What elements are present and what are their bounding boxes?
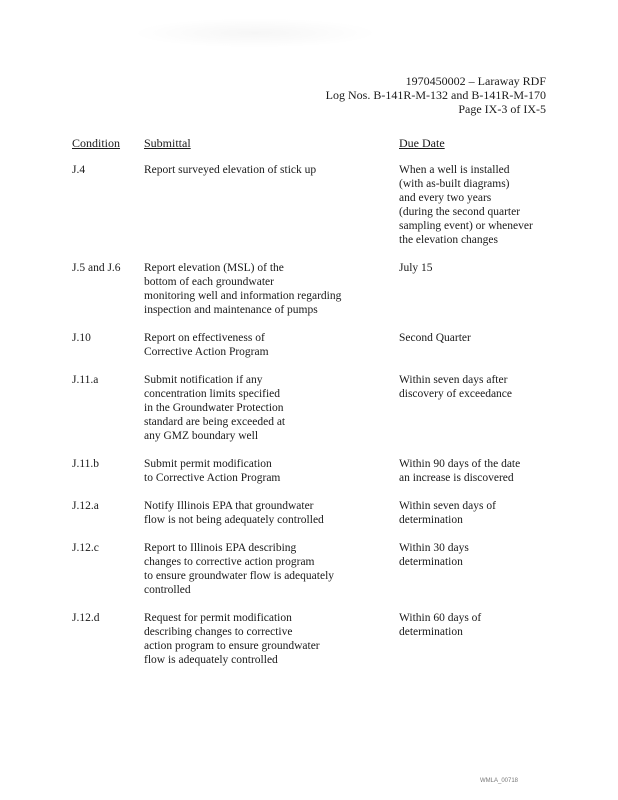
row-submittal: Report surveyed elevation of stick up (144, 164, 317, 176)
row-due-date: Within seven days of determination (399, 500, 496, 526)
row-due-date: Within seven days after discovery of exceedance (399, 374, 513, 400)
column-header-condition: Condition (72, 136, 121, 150)
row-condition: J.11.b (72, 458, 100, 470)
column-header-due-date: Due Date (399, 136, 445, 150)
row-submittal: Request for permit modification describing changes to corrective action program to ensure groundwater flow is adequately controlled (144, 612, 320, 666)
header-page-number: Page IX-3 of IX-5 (458, 102, 546, 116)
row-submittal: Report to Illinois EPA describing changes to corrective action program to ensure groundwater flow is adequately controlled (144, 542, 335, 596)
row-due-date: Within 30 days determination (399, 542, 469, 568)
header-log-numbers: Log Nos. B-141R-M-132 and B-141R-M-170 (325, 88, 546, 102)
row-due-date: Second Quarter (399, 332, 471, 344)
row-due-date: When a well is installed (with as-built diagrams) and every two years (during the second quarter sampling event) or whenever the elevation changes (399, 164, 533, 246)
row-condition: J.12.d (72, 612, 100, 624)
row-submittal: Notify Illinois EPA that groundwater flow is not being adequately controlled (144, 500, 324, 526)
row-submittal: Submit notification if any concentration limits specified in the Groundwater Protection standard are being exceeded at any GMZ boundary well (144, 374, 286, 442)
row-condition: J.10 (72, 332, 91, 344)
row-due-date: Within 90 days of the date an increase is discovered (399, 458, 521, 484)
header-facility-line: 1970450002 – Laraway RDF (405, 74, 546, 88)
scan-artifact (130, 18, 380, 48)
row-condition: J.12.c (72, 542, 99, 554)
document-header (326, 74, 546, 116)
row-submittal: Report elevation (MSL) of the bottom of each groundwater monitoring well and information regarding inspection and maintenance of pumps (144, 262, 342, 316)
row-submittal: Submit permit modification to Corrective Action Program (144, 458, 281, 484)
row-condition: J.11.a (72, 374, 99, 386)
row-due-date: Within 60 days of determination (399, 612, 482, 638)
row-condition: J.5 and J.6 (72, 262, 121, 274)
row-condition: J.12.a (72, 500, 99, 512)
row-submittal: Report on effectiveness of Corrective Action Program (144, 332, 269, 358)
row-due-date: July 15 (399, 262, 433, 274)
bates-stamp: WMLA_00718 (480, 778, 519, 784)
column-header-submittal: Submittal (144, 136, 191, 150)
row-condition: J.4 (72, 164, 86, 176)
